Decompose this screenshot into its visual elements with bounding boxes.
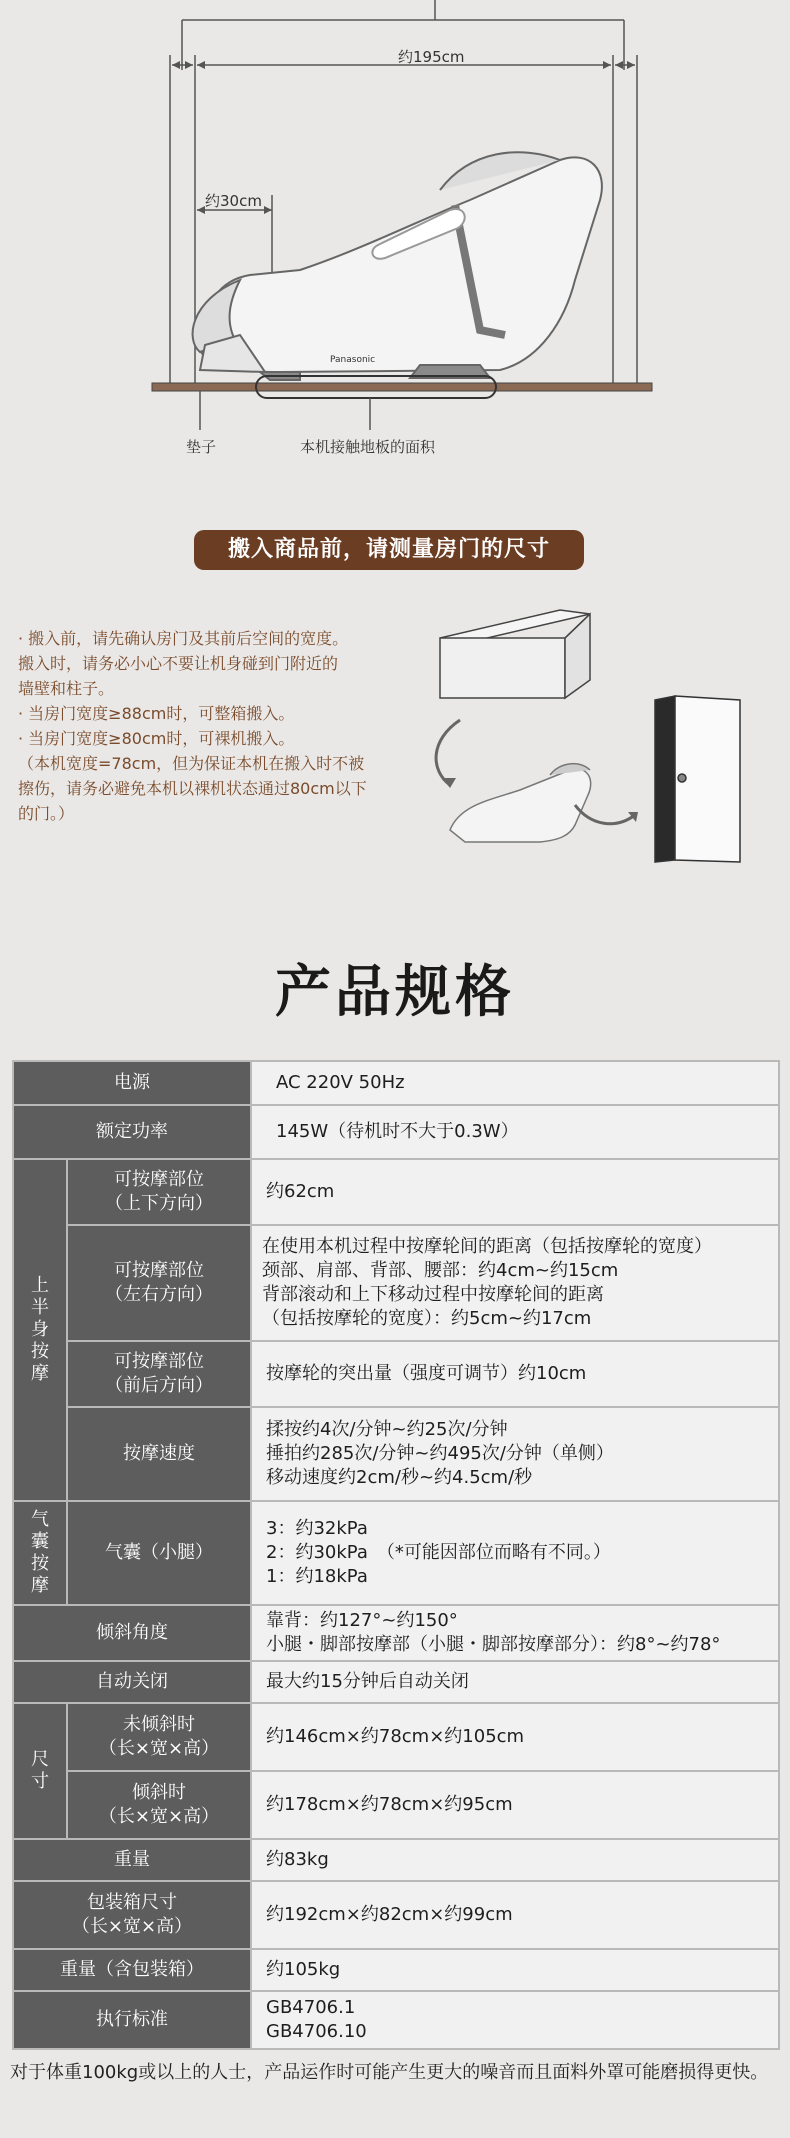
note-line: （本机宽度=78cm，但为保证本机在搬入时不被	[18, 754, 365, 773]
auto-off-label: 自动关闭	[13, 1661, 251, 1703]
weight-label: 重量	[13, 1839, 251, 1881]
table-row	[13, 1341, 779, 1407]
spec-label: 按摩速度	[67, 1407, 251, 1501]
note-line: · 搬入前，请先确认房门及其前后空间的宽度。	[18, 629, 349, 648]
spec-title: 产品规格	[275, 960, 515, 1025]
power-label: 电源	[13, 1061, 251, 1105]
note-line: 搬入时，请务必小心不要让机身碰到门附近的	[18, 654, 339, 673]
spec-value: 约178cm×约78cm×约95cm	[251, 1771, 779, 1839]
table-row	[13, 1991, 779, 2049]
spec-label: 未倾斜时 （长×宽×高）	[67, 1703, 251, 1771]
table-row	[13, 1881, 779, 1949]
spec-label: 可按摩部位 （前后方向）	[67, 1341, 251, 1407]
spec-value: 按摩轮的突出量（强度可调节）约10cm	[251, 1341, 779, 1407]
standard-label: 执行标准	[13, 1991, 251, 2049]
gross-weight-value: 约105kg	[251, 1949, 779, 1991]
table-row	[13, 1159, 779, 1225]
table-row	[13, 1501, 779, 1605]
airbag-value: 3：约32kPa 2：约30kPa （*可能因部位而略有不同。） 1：约18kPa	[251, 1501, 779, 1605]
weight-footnote: 对于体重100kg或以上的人士，产品运作时可能产生更大的噪音而且面料外罩可能磨损得更快。	[10, 2062, 769, 2083]
width-195-label: 约195cm	[398, 48, 465, 66]
table-row	[13, 1771, 779, 1839]
small-chair-icon	[450, 764, 591, 842]
standard-value: GB4706.1 GB4706.10	[251, 1991, 779, 2049]
table-row	[13, 1949, 779, 1991]
spec-value: 揉按约4次/分钟~约25次/分钟 捶拍约285次/分钟~约495次/分钟（单侧） 移动速度约2cm/秒~约4.5cm/秒	[251, 1407, 779, 1501]
note-line: · 当房门宽度≥88cm时，可整箱搬入。	[18, 704, 295, 723]
power-value: AC 220V 50Hz	[251, 1061, 779, 1105]
door-icon	[655, 696, 740, 862]
auto-off-value: 最大约15分钟后自动关闭	[251, 1661, 779, 1703]
note-line: · 当房门宽度≥80cm时，可裸机搬入。	[18, 729, 295, 748]
table-row	[13, 1105, 779, 1159]
table-row	[13, 1061, 779, 1105]
note-line: 墙壁和柱子。	[18, 679, 115, 698]
weight-value: 约83kg	[251, 1839, 779, 1881]
spec-value: 约62cm	[251, 1159, 779, 1225]
gross-weight-label: 重量（含包装箱）	[13, 1949, 251, 1991]
table-row	[13, 1703, 779, 1771]
airbag-label: 气囊（小腿）	[67, 1501, 251, 1605]
recline-label: 倾斜角度	[13, 1605, 251, 1661]
note-line: 擦伤，请务必避免本机以裸机状态通过80cm以下	[18, 779, 367, 798]
brand-text: Panasonic	[330, 355, 376, 365]
mat-label: 垫子	[186, 438, 217, 456]
moving-illustration	[430, 600, 770, 880]
recline-value: 靠背：约127°~约150° 小腿・脚部按摩部（小腿・脚部按摩部分）：约8°~约78°	[251, 1605, 779, 1661]
table-row	[13, 1605, 779, 1661]
table-row	[13, 1661, 779, 1703]
spec-value: 约146cm×约78cm×约105cm	[251, 1703, 779, 1771]
contact-area-label: 本机接触地板的面积	[300, 438, 436, 456]
note-line: 的门。）	[18, 804, 75, 823]
airbag-group-label: 气囊按摩	[13, 1501, 67, 1605]
size-group-label: 尺寸	[13, 1703, 67, 1839]
chair-side-view-illustration	[0, 0, 790, 480]
spec-label: 倾斜时 （长×宽×高）	[67, 1771, 251, 1839]
moving-notes	[18, 626, 418, 826]
clearance-30-label: 约30cm	[205, 192, 262, 210]
spec-label: 可按摩部位 （左右方向）	[67, 1225, 251, 1341]
table-row	[13, 1839, 779, 1881]
chair-dimension-diagram	[0, 0, 790, 480]
table-row	[13, 1225, 779, 1341]
box-size-value: 约192cm×约82cm×约99cm	[251, 1881, 779, 1949]
box-size-label: 包装箱尺寸 （长×宽×高）	[13, 1881, 251, 1949]
spec-value: 在使用本机过程中按摩轮间的距离（包括按摩轮的宽度） 颈部、肩部、背部、腰部：约4cm~约15cm 背部滚动和上下移动过程中按摩轮间的距离 （包括按摩轮的宽度）：约5cm~约17cm	[251, 1225, 779, 1341]
rated-power-label: 额定功率	[13, 1105, 251, 1159]
measure-door-banner: 搬入商品前，请测量房门的尺寸	[194, 530, 584, 570]
table-row	[13, 1407, 779, 1501]
spec-label: 可按摩部位 （上下方向）	[67, 1159, 251, 1225]
spec-table	[12, 1060, 780, 2050]
rated-power-value: 145W（待机时不大于0.3W）	[251, 1105, 779, 1159]
shipping-box-icon	[440, 610, 590, 698]
upper-body-group-label: 上半身按摩	[13, 1159, 67, 1501]
